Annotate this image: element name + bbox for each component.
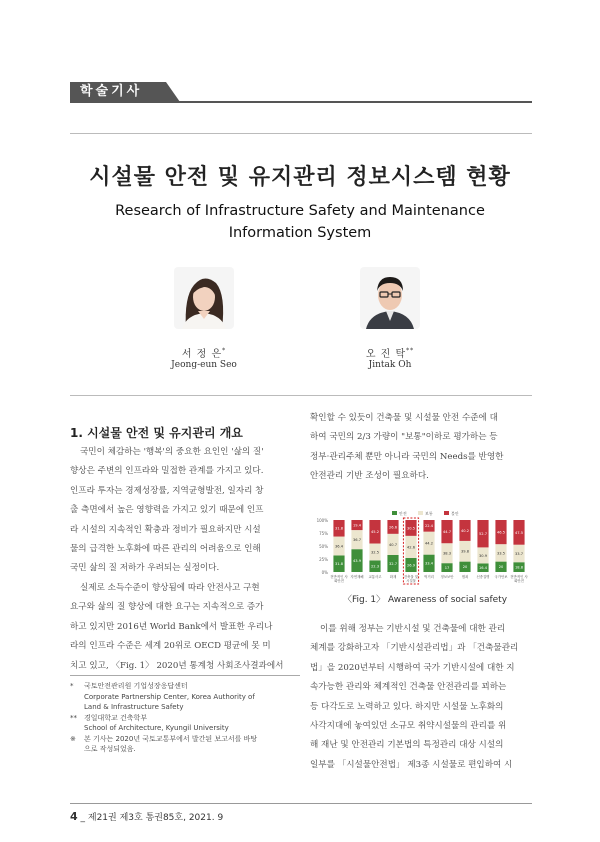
- legend-swatch: [392, 511, 397, 515]
- text-line: 요구와 삶의 질 향상에 대한 요구는 지속적으로 증가: [70, 602, 264, 613]
- header-rule: [70, 101, 532, 103]
- bar-value-label: 30.9: [478, 553, 488, 558]
- title-top-rule: [70, 133, 532, 134]
- bar-value-label: 18.8: [514, 565, 524, 570]
- bar-value-label: 40.7: [388, 542, 398, 547]
- title-english-line2: Information System: [228, 225, 372, 241]
- author-name-en-1: Jeong-eun Seo: [171, 360, 237, 370]
- text-line: 등 다각도로 노력하고 있다. 하지만 시설물 노후화의: [310, 701, 504, 712]
- left-paragraph-1: [70, 443, 292, 579]
- footnote-2: ** 경일대학교 건축학부 School of Architecture, Kyungil University: [70, 713, 229, 732]
- bar-value-label: 40.2: [460, 528, 470, 533]
- author-name-ko-1: 서 정 은*: [181, 347, 227, 360]
- text-line: 국민 삶의 질 저하가 우려되는 실정이다.: [70, 563, 220, 574]
- bar-value-label: 33.5: [496, 551, 506, 556]
- category-label: 화재: [389, 575, 397, 579]
- bar-value-label: 42.6: [406, 545, 416, 550]
- text-line: 법」을 2020년부터 시행하여 국가 기반시설에 대한 지: [310, 662, 515, 673]
- text-line: 라의 인프라 수준은 세계 20위로 OECD 평균에 못 미: [70, 641, 271, 652]
- bar-value-label: 30.5: [406, 526, 416, 531]
- page-footer: [70, 810, 223, 823]
- text-line: 인프라 투자는 경제성장률, 지역균형발전, 일자리 창: [70, 485, 264, 496]
- bar-value-label: 31.8: [334, 562, 344, 567]
- footnote-1: * 국토안전관리원 기업성장응답센터 Corporate Partnership Center, Korea Authority of Land & Infrastructure Safety: [70, 682, 255, 711]
- legend-label: 보통: [425, 511, 433, 516]
- text-line: 출 측면에서 높은 영향력을 가지고 있기 때문에 인프: [70, 505, 264, 516]
- bar-value-label: 36.7: [352, 538, 362, 543]
- bar-value-label: 31.8: [334, 526, 344, 531]
- title-english: [90, 200, 510, 244]
- legend-swatch: [444, 511, 449, 515]
- legend-label: 안전: [399, 511, 407, 516]
- category-label: 교통사고: [368, 575, 382, 579]
- bar-value-label: 36.4: [334, 544, 344, 549]
- y-tick-label: 0%: [321, 570, 328, 575]
- right-paragraph-2: [310, 620, 532, 775]
- section-tag: 학술기사: [70, 82, 166, 102]
- bar-value-label: 33.7: [514, 551, 524, 556]
- legend-label: 불안: [451, 511, 459, 516]
- figure-1: [312, 508, 530, 586]
- category-label: 자연재해: [350, 575, 364, 579]
- awareness-chart: [312, 508, 530, 586]
- bar-value-label: 44.7: [442, 530, 452, 535]
- bar-value-label: 33.4: [424, 561, 434, 566]
- category-label-cont: 시설물: [406, 579, 416, 583]
- category-label: 건축물 및: [403, 575, 419, 579]
- right-paragraph-1: [310, 409, 532, 487]
- category-label-cont: 회안전: [334, 579, 344, 583]
- bar-value-label: 47.5: [514, 530, 524, 535]
- bar-value-label: 20: [462, 565, 468, 570]
- author-name-ko-2: 오 진 탁**: [365, 347, 415, 360]
- footnote-3: ※ 본 기사는 2020년 국토교통부에서 발간된 보고서를 바탕 으로 작성되었음.: [70, 734, 258, 753]
- footnotes: [70, 681, 302, 755]
- text-line: 치고 있고, 〈Fig. 1〉 2020년 통계청 사회조사결과에서: [70, 660, 284, 671]
- text-line: 안전관리 기반 조성이 필요하다.: [310, 471, 429, 482]
- bar-value-label: 32.7: [388, 561, 398, 566]
- text-line: 체계를 강화하고자 「기반시설관리법」과 「건축물관리: [310, 643, 519, 654]
- y-tick-label: 75%: [319, 531, 328, 536]
- bar-value-label: 22.4: [424, 524, 434, 529]
- category-label: 전반적인 사: [330, 575, 348, 579]
- text-line: 향상은 주변의 인프라와 밀접한 관계를 가지고 있다.: [70, 466, 264, 477]
- bar-value-label: 19.4: [352, 523, 362, 528]
- title-english-line1: Research of Infrastructure Safety and Maintenance: [115, 203, 485, 219]
- bar-value-label: 22.3: [370, 564, 380, 569]
- footnote-rule: [70, 675, 300, 676]
- category-label: 전반적인 사: [510, 575, 528, 579]
- bar-value-label: 39.8: [460, 549, 470, 554]
- text-line: 실제로 소득수준이 향상됨에 따라 안전사고 구현: [80, 583, 260, 593]
- text-line: 국민이 체감하는 '행복'의 중요한 요인인 '삶의 질': [80, 447, 264, 457]
- bar-value-label: 45.2: [370, 530, 380, 535]
- section-heading: 1. 시설물 안전 및 유지관리 개요: [70, 426, 243, 440]
- text-line: 물의 급격한 노후화에 따른 관리의 어려움으로 인해: [70, 543, 261, 554]
- bar-value-label: 52.7: [478, 532, 488, 537]
- legend-swatch: [418, 511, 423, 515]
- author-photo-1: [174, 267, 234, 329]
- title-korean: 시설물 안전 및 유지관리 정보시스템 현황: [89, 165, 511, 190]
- bar-value-label: 43.9: [352, 558, 362, 563]
- text-line: 사각지대에 놓여있던 소규모 취약시설물의 관리를 위: [310, 720, 507, 731]
- text-line: 해 재난 및 안전관리 기본법의 특정관리 대상 시설의: [310, 740, 504, 751]
- text-line: 속가능한 관리와 체계적인 건축물 안전관리를 꾀하는: [310, 682, 507, 693]
- bar-value-label: 44.2: [424, 541, 434, 546]
- bar-value-label: 20: [498, 565, 504, 570]
- section-tag-notch: [166, 82, 180, 102]
- text-line: 확인할 수 있듯이 건축물 및 시설물 안전 수준에 대: [310, 413, 498, 423]
- category-label: 범죄: [461, 575, 469, 579]
- bar-value-label: 32.5: [370, 550, 380, 555]
- bar-value-label: 38.3: [442, 551, 452, 556]
- text-line: 이를 위해 정부는 기반시설 및 건축물에 대한 관리: [320, 624, 506, 634]
- journal-info: _ 제21권 제3호 통권85호, 2021. 9: [80, 813, 224, 823]
- category-label-cont: 회안전: [514, 579, 524, 583]
- page-number: 4: [70, 810, 78, 823]
- category-label: 먹거리: [424, 575, 434, 579]
- y-tick-label: 50%: [319, 544, 328, 549]
- bar-value-label: 16.4: [478, 566, 488, 571]
- y-tick-label: 25%: [319, 557, 328, 562]
- category-label: 정보보안: [440, 575, 454, 579]
- figure-caption: 〈Fig. 1〉 Awareness of social safety: [342, 595, 508, 605]
- text-line: 일부를 「시설물안전법」 제3종 시설물로 편입하여 시: [310, 759, 513, 770]
- text-line: 정부·관리주체 뿐만 아니라 국민의 Needs를 반영한: [310, 451, 504, 462]
- footer-rule: [70, 803, 532, 804]
- author-name-en-2: Jintak Oh: [368, 360, 412, 370]
- left-paragraph-2: [70, 579, 292, 676]
- bar-value-label: 46.5: [496, 530, 506, 535]
- text-line: 하고 있지만 2016년 World Bank에서 발표한 우리나: [70, 621, 273, 632]
- y-tick-label: 100%: [316, 518, 328, 523]
- category-label: 국가안보: [494, 575, 508, 579]
- bar-value-label: 17: [444, 565, 450, 570]
- author-photo-2: [360, 267, 420, 329]
- bar-value-label: 26.6: [388, 525, 398, 530]
- body-top-rule: [70, 395, 532, 396]
- category-label: 신종질병: [476, 575, 490, 579]
- bar-value-label: 26.9: [406, 563, 416, 568]
- text-line: 하여 국민의 2/3 가량이 "보통"이하로 평가하는 등: [310, 432, 498, 443]
- text-line: 라 시설의 지속적인 확충과 정비가 필요하지만 시설: [70, 524, 261, 535]
